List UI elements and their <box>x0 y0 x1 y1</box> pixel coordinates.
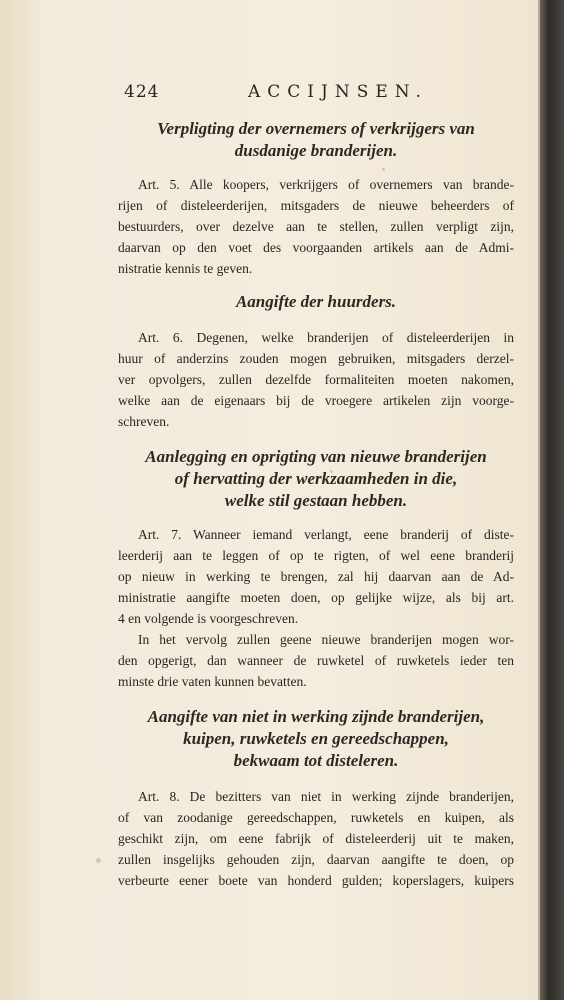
text-line: huur of anderzins zouden mogen gebruiken, mitsgaders derzel- <box>118 351 514 366</box>
text-line: Art. 7. Wanneer iemand verlangt, eene branderij of diste- <box>138 527 514 542</box>
article-paragraph <box>118 524 514 629</box>
text-line: 4 en volgende is voorgeschreven. <box>118 611 299 626</box>
page-number: 424 <box>124 82 160 102</box>
heading-line: Aangifte van niet in werking zijnde branderijen, <box>147 707 485 726</box>
text-line: geschikt zijn, om eene fabrijk of disteleerderij uit te maken, <box>118 831 514 846</box>
text-line: ministratie aangifte moeten doen, op gelijke wijze, als bij art. <box>118 590 514 605</box>
text-line: ver opvolgers, zullen dezelfde formaliteiten moeten nakomen, <box>118 372 514 387</box>
text-line: rijen of disteleerderijen, mitsgaders de nieuwe beheerders of <box>118 198 514 213</box>
text-line: leerderij aan te leggen of op te rigten, of wel eene branderij <box>118 548 514 563</box>
book-spine-edge <box>540 0 564 1000</box>
text-line: In het vervolg zullen geene nieuwe branderijen mogen wor- <box>138 632 514 647</box>
page-body <box>118 114 514 891</box>
section-heading <box>118 291 514 313</box>
article-paragraph <box>118 327 514 432</box>
heading-line: welke stil gestaan hebben. <box>224 491 408 510</box>
section-heading <box>118 446 514 512</box>
text-line: of van zoodanige gereedschappen, ruwketels en kuipen, als <box>118 810 514 825</box>
heading-line: bekwaam tot disteleren. <box>233 751 399 770</box>
heading-line: Aanlegging en oprigting van nieuwe branderijen <box>145 447 487 466</box>
heading-line: kuipen, ruwketels en gereedschappen, <box>183 729 449 748</box>
text-line: welke aan de eigenaars bij de vroegere artikelen zijn voorge- <box>118 393 514 408</box>
section-heading <box>118 706 514 772</box>
text-line: nistratie kennis te geven. <box>118 261 253 276</box>
page-header <box>124 82 504 106</box>
section-heading <box>118 118 514 162</box>
foxing-spot <box>96 858 101 863</box>
text-line: den opgerigt, dan wanneer de ruwketel of ruwketels ieder ten <box>118 653 514 668</box>
text-line: zullen insgelijks gehouden zijn, daarvan aangifte te doen, op <box>118 852 514 867</box>
text-line: Art. 6. Degenen, welke branderijen of disteleerderijen in <box>138 330 514 345</box>
text-line: daarvan op den voet des voorgaanden artikels aan de Admi- <box>118 240 514 255</box>
heading-line: Verpligting der overnemers of verkrijgers van <box>157 119 475 138</box>
heading-line: Aangifte der huurders. <box>235 292 397 311</box>
running-head: ACCIJNSEN. <box>248 82 428 102</box>
text-line: Art. 5. Alle koopers, verkrijgers of overnemers van brande- <box>138 177 514 192</box>
text-line: op nieuw in werking te brengen, zal hij daarvan aan de Ad- <box>118 569 514 584</box>
heading-line: of hervatting der werkzaamheden in die, <box>174 469 458 488</box>
heading-line: dusdanige branderijen. <box>234 141 398 160</box>
text-line: Art. 8. De bezitters van niet in werking zijnde branderijen, <box>138 789 514 804</box>
article-paragraph <box>118 786 514 891</box>
text-line: minste drie vaten kunnen bevatten. <box>118 674 307 689</box>
text-line: bestuurders, over dezelve aan te stellen, zullen verpligt zijn, <box>118 219 514 234</box>
text-line: schreven. <box>118 414 170 429</box>
text-line: verbeurte eener boete van honderd gulden; koperslagers, kuipers <box>118 873 514 888</box>
article-paragraph <box>118 629 514 692</box>
article-paragraph <box>118 174 514 279</box>
